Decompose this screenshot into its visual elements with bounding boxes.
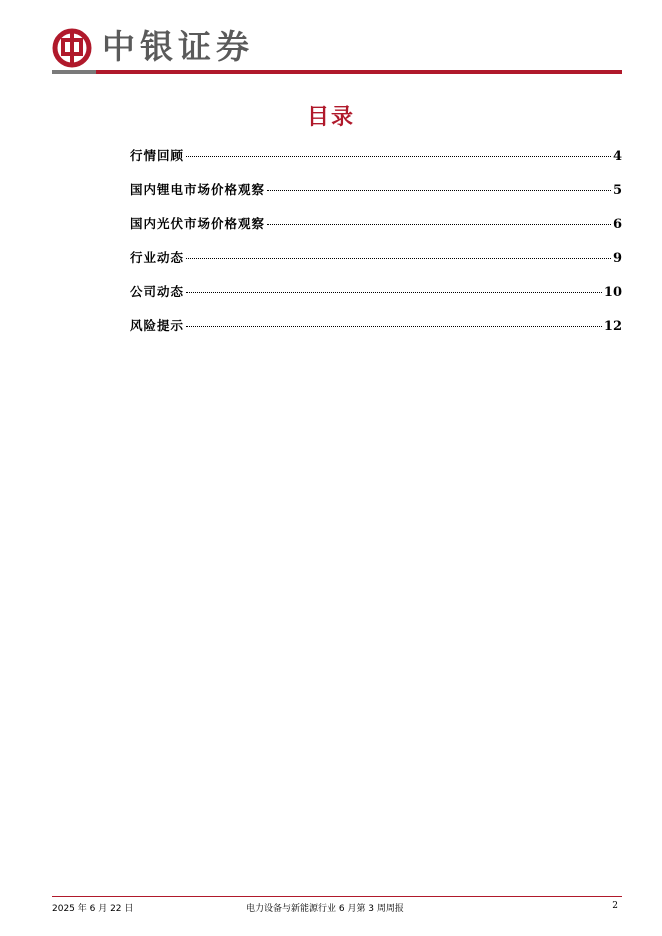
toc-dot-leader — [186, 326, 602, 327]
footer-page-number: 2 — [612, 901, 618, 911]
toc-entry[interactable] — [130, 316, 622, 350]
toc-entry-label: 公司动态 — [130, 284, 185, 299]
toc-dot-leader — [186, 258, 611, 259]
toc-entry-page: 10 — [603, 285, 622, 300]
toc-entry-label: 国内锂电市场价格观察 — [130, 182, 266, 197]
toc-dot-leader — [186, 156, 611, 157]
toc-entry-page: 12 — [603, 319, 622, 334]
header-divider-accent — [52, 70, 96, 74]
bank-of-china-logo-icon — [52, 28, 92, 68]
toc-entry-page: 9 — [612, 251, 622, 266]
header-divider — [52, 70, 622, 74]
toc-dot-leader — [267, 224, 611, 225]
footer-date: 2025 年 6 月 22 日 — [52, 904, 134, 914]
toc-entry-label: 行业动态 — [130, 250, 185, 265]
toc-entry[interactable] — [130, 282, 622, 316]
toc-entry-page: 6 — [612, 217, 622, 232]
toc-entry-page: 5 — [612, 183, 622, 198]
toc-entry[interactable] — [130, 180, 622, 214]
toc-entry-label: 国内光伏市场价格观察 — [130, 216, 266, 231]
toc-dot-leader — [267, 190, 611, 191]
toc-dot-leader — [186, 292, 602, 293]
page-header — [52, 24, 622, 76]
brand-name: 中银证券 — [102, 27, 254, 66]
toc-entry[interactable] — [130, 248, 622, 282]
table-of-contents — [130, 146, 622, 350]
toc-entry-label: 行情回顾 — [130, 148, 185, 163]
page-footer — [52, 901, 622, 915]
toc-entry-page: 4 — [612, 149, 622, 164]
footer-divider — [52, 896, 622, 897]
toc-entry[interactable] — [130, 146, 622, 180]
toc-entry[interactable] — [130, 214, 622, 248]
footer-report-title: 电力设备与新能源行业 6 月第 3 周周报 — [246, 904, 404, 914]
toc-title: 目录 — [306, 105, 355, 130]
toc-entry-label: 风险提示 — [130, 318, 185, 333]
